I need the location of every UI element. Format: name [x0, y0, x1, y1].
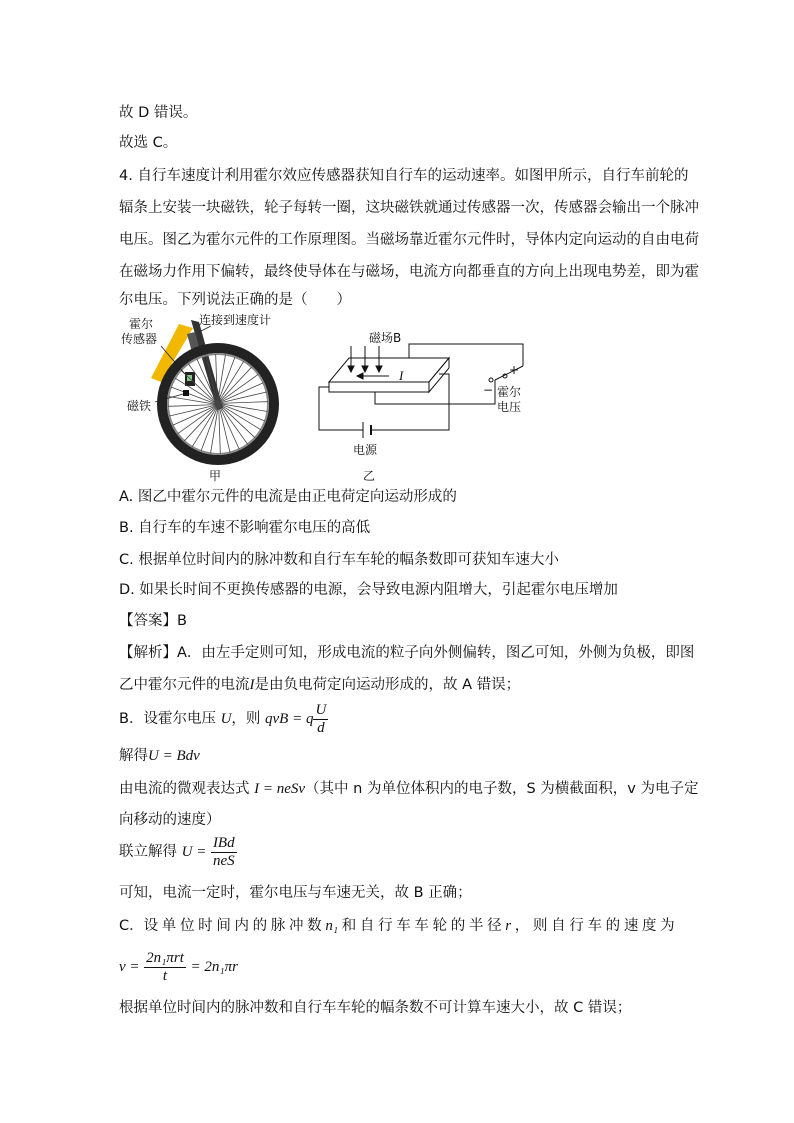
justified-word: 冲 — [289, 918, 304, 934]
caption-yi: 乙 — [363, 469, 376, 483]
spoke — [168, 405, 214, 407]
label-minus: − — [483, 383, 494, 397]
analysis-text: 联立解得 U = $\frac{\text{IBd}}{\text{neS}}$ — [119, 834, 235, 869]
justified-word: n₁ — [325, 918, 339, 934]
justified-word: 轮 — [432, 918, 448, 934]
option-d: D. 如果长时间不更换传感器的电源，会导致电源内阻增大，引起霍尔电压增加 — [119, 582, 618, 598]
label-magnet: 磁铁 — [127, 399, 152, 413]
question-text: 4. 自行车速度计利用霍尔效应传感器获知自行车的运动速率。如图甲所示，自行车前轮的 — [119, 168, 689, 184]
justified-word: 车 — [587, 918, 602, 934]
caption-jia: 甲 — [209, 469, 222, 483]
justified-word: 自 — [551, 918, 566, 934]
justified-word: 度 — [642, 918, 657, 934]
text-line: 故 D 错误。 — [119, 105, 198, 121]
label-hall-sensor-1: 霍尔 — [129, 317, 154, 331]
justified-word: 的 — [450, 918, 466, 934]
analysis-text: 【解析】A．由左手定则可知，形成电流的粒子向外侧偏转，图乙可知，外侧为负极，即图 — [119, 645, 695, 661]
question-text: 电压。图乙为霍尔元件的工作原理图。当磁场靠近霍尔元件时，导体内定向运动的自由电荷 — [119, 232, 699, 248]
option-b: B. 自行车的车速不影响霍尔电压的高低 — [119, 520, 371, 536]
label-plus: + — [509, 363, 520, 377]
justified-word: 单 — [161, 918, 177, 934]
text-line: 故选 C。 — [119, 135, 178, 151]
justified-word: 位 — [179, 918, 195, 934]
label-hall-voltage-1: 霍尔 — [497, 385, 522, 399]
figure-jia — [121, 312, 274, 483]
analysis-text: v = $\frac{\text{2n₁πrt}}{t}$ = 2n₁πr — [119, 949, 238, 984]
analysis-text: B．设霍尔电压 U，则 qvB = q $\frac{U}{d}$ — [119, 701, 327, 736]
justified-word: 脉 — [270, 918, 286, 934]
justified-word: 为 — [660, 918, 675, 934]
spoke — [169, 406, 214, 416]
justified-word: 内 — [234, 918, 249, 934]
justified-word: 行 — [378, 918, 393, 934]
label-current-i: I — [399, 368, 404, 383]
analysis-text: 乙中霍尔元件的电流I是由负电荷定向运动形成的，故 A 错误； — [119, 677, 521, 693]
justified-word: 车 — [396, 918, 411, 934]
magnet-icon — [183, 390, 189, 396]
answer: 【答案】B — [119, 613, 187, 629]
spoke — [222, 392, 267, 402]
justified-word: 数 — [307, 918, 322, 934]
justified-word: C．设 — [119, 918, 159, 934]
justified-word: r — [505, 918, 512, 934]
label-hall-voltage-2: 电压 — [497, 400, 522, 414]
analysis-text: 向移动的速度） — [119, 812, 221, 828]
justified-word: 自 — [359, 918, 375, 934]
justified-word: 则 — [532, 918, 548, 934]
analysis-text: 可知，电流一定时，霍尔电压与车速无关，故 B 正确； — [119, 885, 472, 901]
spoke — [206, 355, 216, 400]
justified-word: 行 — [569, 918, 584, 934]
analysis-text: 根据单位时间内的脉冲数和自行车车轮的幅条数不可计算车速大小，故 C 错误； — [119, 1000, 632, 1016]
justified-word: 间 — [216, 918, 231, 934]
figure — [119, 312, 539, 484]
justified-word: 和 — [341, 918, 357, 934]
label-hall-sensor-2: 传感器 — [121, 332, 158, 346]
analysis-text: 解得U = Bdv — [119, 748, 200, 764]
justified-word: 的 — [605, 918, 621, 934]
analysis-text — [119, 916, 675, 936]
spoke — [219, 408, 221, 454]
question-text: 辐条上安装一块磁铁，轮子每转一圈，这块磁铁就通过传感器一次，传感器会输出一个脉冲 — [119, 200, 699, 216]
justified-word: 的 — [252, 918, 268, 934]
question-text: 在磁场力作用下偏转，最终使导体在与磁场，电流方向都垂直的方向上出现电势差，即为霍 — [119, 264, 699, 280]
justified-word: 车 — [414, 918, 429, 934]
question-text: 尔电压。下列说法正确的是（ ） — [119, 292, 351, 308]
justified-word: 径 — [487, 918, 502, 934]
label-power-source: 电源 — [353, 443, 378, 457]
spoke — [220, 408, 230, 453]
analysis-text: 由电流的微观表达式 I = neSv（其中 n 为单位体积内的电子数，S 为横截面积，v 为电子定 — [119, 781, 699, 797]
justified-word: 时 — [198, 918, 213, 934]
justified-word: ， — [514, 918, 530, 934]
justified-word: 速 — [623, 918, 639, 934]
spoke — [222, 402, 268, 404]
option-c: C. 根据单位时间内的脉冲数和自行车车轮的幅条数即可获知车速大小 — [119, 552, 559, 568]
justified-word: 半 — [468, 918, 484, 934]
label-field-b: 磁场B — [369, 331, 402, 345]
label-connect: 连接到速度计 — [199, 313, 272, 327]
option-a: A. 图乙中霍尔元件的电流是由正电荷定向运动形成的 — [119, 489, 457, 505]
